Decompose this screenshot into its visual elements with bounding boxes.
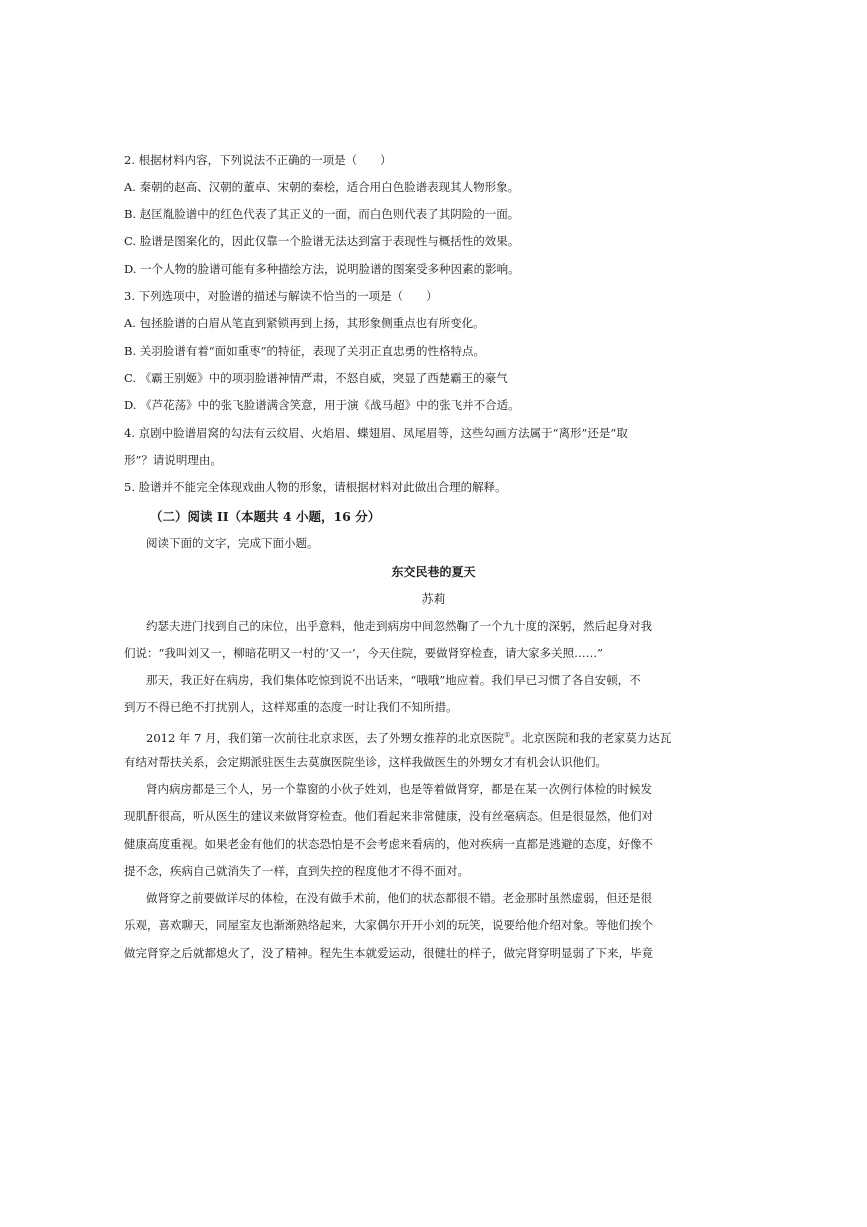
- article-title: 东交民巷的夏天: [391, 565, 476, 579]
- paragraph-1-line-1: 约瑟夫进门找到自己的床位，出乎意料，他走到病房中间忽然鞠了一个九十度的深躬，然后起身对我: [146, 619, 652, 633]
- question-2-option-a: A. 秦朝的赵高、汉朝的董卓、宋朝的秦桧，适合用白色脸谱表现其人物形象。: [124, 180, 520, 194]
- paragraph-5-line-3: 做完肾穿之后就都熄火了，没了精神。程先生本就爱运动，很健壮的样子，做完肾穿明显弱了下来，毕竟: [124, 946, 653, 960]
- question-2-option-b: B. 赵匡胤脸谱中的红色代表了其正义的一面，而白色则代表了其阴险的一面。: [124, 207, 520, 221]
- footnote-marker: ①: [504, 731, 511, 739]
- paragraph-3-line-1: [146, 727, 671, 746]
- section-instruction: 阅读下面的文字，完成下面小题。: [146, 536, 319, 550]
- paragraph-1-line-2: 们说：“我叫刘又一，柳暗花明又一村的‘又一’，今天住院，要做肾穿检查，请大家多关照……”: [124, 646, 604, 660]
- paragraph-4-line-4: 提不念，疾病自己就消失了一样，直到失控的程度他才不得不面对。: [124, 864, 469, 878]
- paragraph-5-line-1: 做肾穿之前要做详尽的体检，在没有做手术前，他们的状态都很不错。老金那时虽然虚弱，但还是很: [146, 891, 652, 905]
- paragraph-4-line-2: 现肌酐很高，听从医生的建议来做肾穿检查。他们看起来非常健康，没有丝毫病态。但是很显然，他们对: [124, 809, 653, 823]
- paragraph-3-line-1-text: 2012 年 7 月，我们第一次前往北京求医，去了外甥女推荐的北京医院: [146, 730, 505, 745]
- question-2-option-c: C. 脸谱是图案化的，因此仅靠一个脸谱无法达到富于表现性与概括性的效果。: [124, 234, 520, 248]
- question-2-option-d: D. 一个人物的脸谱可能有多种描绘方法，说明脸谱的图案受多种因素的影响。: [124, 262, 520, 276]
- paragraph-3-line-2: 有结对帮扶关系，会定期派驻医生去莫旗医院坐诊，这样我做医生的外甥女才有机会认识他们。: [124, 755, 607, 769]
- paragraph-4-line-1: 肾内病房都是三个人，另一个靠窗的小伙子姓刘，也是等着做肾穿，都是在某一次例行体检的时候发: [146, 782, 652, 796]
- question-3-option-b: B. 关羽脸谱有着“面如重枣”的特征，表现了关羽正直忠勇的性格特点。: [124, 344, 486, 358]
- question-5: 5. 脸谱并不能完全体现戏曲人物的形象，请根据材料对此做出合理的解释。: [124, 480, 507, 494]
- question-4-line-2: 形”？请说明理由。: [124, 453, 222, 467]
- paragraph-3-line-1-tail: 。北京医院和我的老家莫力达瓦: [510, 730, 672, 745]
- paragraph-4-line-3: 健康高度重视。如果老金有他们的状态恐怕是不会考虑来看病的，他对疾病一直都是逃避的态度，好像不: [124, 837, 653, 851]
- paragraph-2-line-2: 到万不得已绝不打扰别人，这样郑重的态度一时让我们不知所措。: [124, 700, 458, 714]
- question-4-line-1: 4. 京剧中脸谱眉窝的勾法有云纹眉、火焰眉、蝶翅眉、凤尾眉等，这些勾画方法属于“离形”还是“取: [124, 426, 628, 440]
- question-3-option-a: A. 包拯脸谱的白眉从笔直到紧锁再到上扬，其形象侧重点也有所变化。: [124, 316, 485, 330]
- question-3-option-c: C. 《霸王别姬》中的项羽脸谱神情严肃，不怒自威，突显了西楚霸王的豪气: [124, 371, 508, 385]
- question-3-option-d: D. 《芦花荡》中的张飞脸谱满含笑意，用于演《战马超》中的张飞并不合适。: [124, 398, 520, 412]
- paragraph-2-line-1: 那天，我正好在病房，我们集体吃惊到说不出话来，“哦哦”地应着。我们早已习惯了各自安顿，不: [146, 673, 641, 687]
- article-author: 苏莉: [421, 592, 446, 606]
- question-3-stem: 3. 下列选项中，对脸谱的描述与解读不恰当的一项是（ ）: [124, 289, 438, 303]
- section-heading: （二）阅读 II（本题共 4 小题，16 分）: [150, 509, 381, 524]
- question-2-stem: 2. 根据材料内容，下列说法不正确的一项是（ ）: [124, 153, 392, 167]
- paragraph-5-line-2: 乐观，喜欢聊天，同屋室友也渐渐熟络起来，大家偶尔开开小刘的玩笑，说要给他介绍对象。等他们挨个: [124, 918, 653, 932]
